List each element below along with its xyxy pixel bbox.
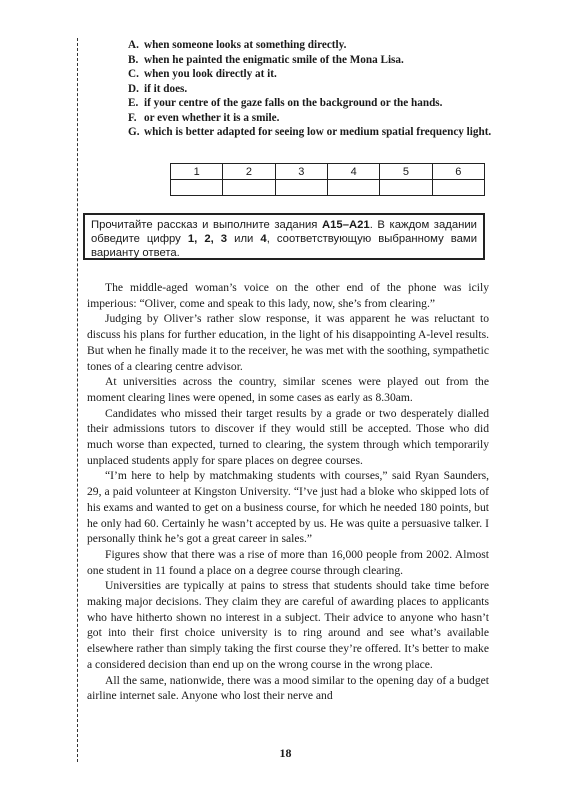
option-text: if your centre of the gaze falls on the background or the hands. <box>144 97 443 109</box>
answer-cell[interactable] <box>380 180 432 196</box>
option-letter: A. <box>128 39 139 51</box>
task-text: или <box>227 233 261 245</box>
task-text: , соответствующую выбранному вами варианту ответа. <box>91 233 477 259</box>
story-text <box>87 280 489 704</box>
answer-cell[interactable] <box>432 180 484 196</box>
option-text: when he painted the enigmatic smile of the Mona Lisa. <box>144 53 404 66</box>
option-c <box>128 67 496 82</box>
option-b <box>128 53 496 68</box>
page-number: 18 <box>279 746 292 760</box>
paragraph: At universities across the country, similar scenes were played out from the moment clearing lines were opened, in some cases as early as 8.30am. <box>87 375 489 404</box>
paragraph: Universities are typically at pains to stress that students should take time before making major decisions. They claim they are careful of awarding places to applicants who have hitherto shown no interest in a subject. Their advice to anyone who hasn’t got into their first choice university is to ring around and see what’s available elsewhere rather than simply taking the first course they’re offered. It’s better to make a considered decision than end up on the wrong course in the wrong place. <box>87 579 489 671</box>
answer-column-6: 6 <box>432 164 484 180</box>
option-d <box>128 82 496 97</box>
paragraph: All the same, nationwide, there was a mood similar to the opening day of a budget airline internet sale. Anyone who lost their nerve and <box>87 673 489 703</box>
paragraph: Figures show that there was a rise of more than 16,000 people from 2002. Almost one student in 11 found a place on a degree course through clearing. <box>87 547 489 577</box>
answer-cell[interactable] <box>223 180 275 196</box>
option-letter: F. <box>128 111 137 124</box>
option-letter: C. <box>128 68 139 80</box>
answer-table-header-row <box>171 164 485 180</box>
answer-cell[interactable] <box>327 180 379 196</box>
task-instructions-box <box>83 213 485 260</box>
paragraph: Candidates who missed their target results by a grade or two desperately dialled their admissions tutors to discover if they would still be accepted. Those who did much worse than expected, turned to clearing, the system through which temporarily unplaced students apply for spare places on degree courses. <box>87 406 489 467</box>
answer-column-5: 5 <box>380 164 432 180</box>
answer-column-4: 4 <box>327 164 379 180</box>
paragraph: Judging by Oliver’s rather slow response, it was apparent he was reluctant to discuss his plans for further education, in the light of his disappointing A-level results. But when he finally made it to the receiver, he was met with the soothing, sympathetic tones of a clearing centre advisor. <box>87 312 489 373</box>
answer-column-1: 1 <box>171 164 223 180</box>
paragraph: “I’m here to help by matchmaking students with courses,” said Ryan Saunders, 29, a paid volunteer at Kingston University. “I’ve just had a bloke who skipped lots of his exams and wanted to get on a business course, for which he needed 180 points, but he only had 60. Certainly he wasn’t accepted by us. He was quite a persuasive talker. I personally think he’s got a great career in sales.” <box>87 469 489 546</box>
paragraph: The middle-aged woman’s voice on the other end of the phone was icily imperious: “Oliver, come and speak to this lady, now, she’s from clearing.” <box>87 281 489 310</box>
task-numbers: A15–A21 <box>321 219 370 231</box>
option-text: which is better adapted for seeing low or medium spatial frequency light. <box>144 126 492 138</box>
answer-column-3: 3 <box>275 164 327 180</box>
option-letter: B. <box>128 53 139 66</box>
option-g <box>128 125 496 140</box>
option-f <box>128 111 496 126</box>
answer-table-blank-row <box>171 180 485 196</box>
option-letter: G. <box>128 126 140 138</box>
answer-options <box>128 38 496 140</box>
answer-cell[interactable] <box>171 180 223 196</box>
option-e <box>128 96 496 111</box>
option-a <box>128 38 496 53</box>
task-text: . В каждом задании обведите цифру <box>91 219 477 245</box>
answer-cell[interactable] <box>275 180 327 196</box>
option-text: if it does. <box>144 82 188 95</box>
option-text: when someone looks at something directly. <box>144 39 347 51</box>
task-digit-4: 4 <box>260 233 267 245</box>
task-digits: 1, 2, 3 <box>187 233 228 245</box>
margin-dashed-line <box>77 38 78 762</box>
option-text: or even whether it is a smile. <box>144 111 280 124</box>
option-text: when you look directly at it. <box>144 68 277 80</box>
task-text: Прочитайте рассказ и выполните задания <box>91 219 322 231</box>
answer-column-2: 2 <box>223 164 275 180</box>
option-letter: E. <box>128 97 139 109</box>
option-letter: D. <box>128 82 139 95</box>
answer-table <box>170 163 485 196</box>
